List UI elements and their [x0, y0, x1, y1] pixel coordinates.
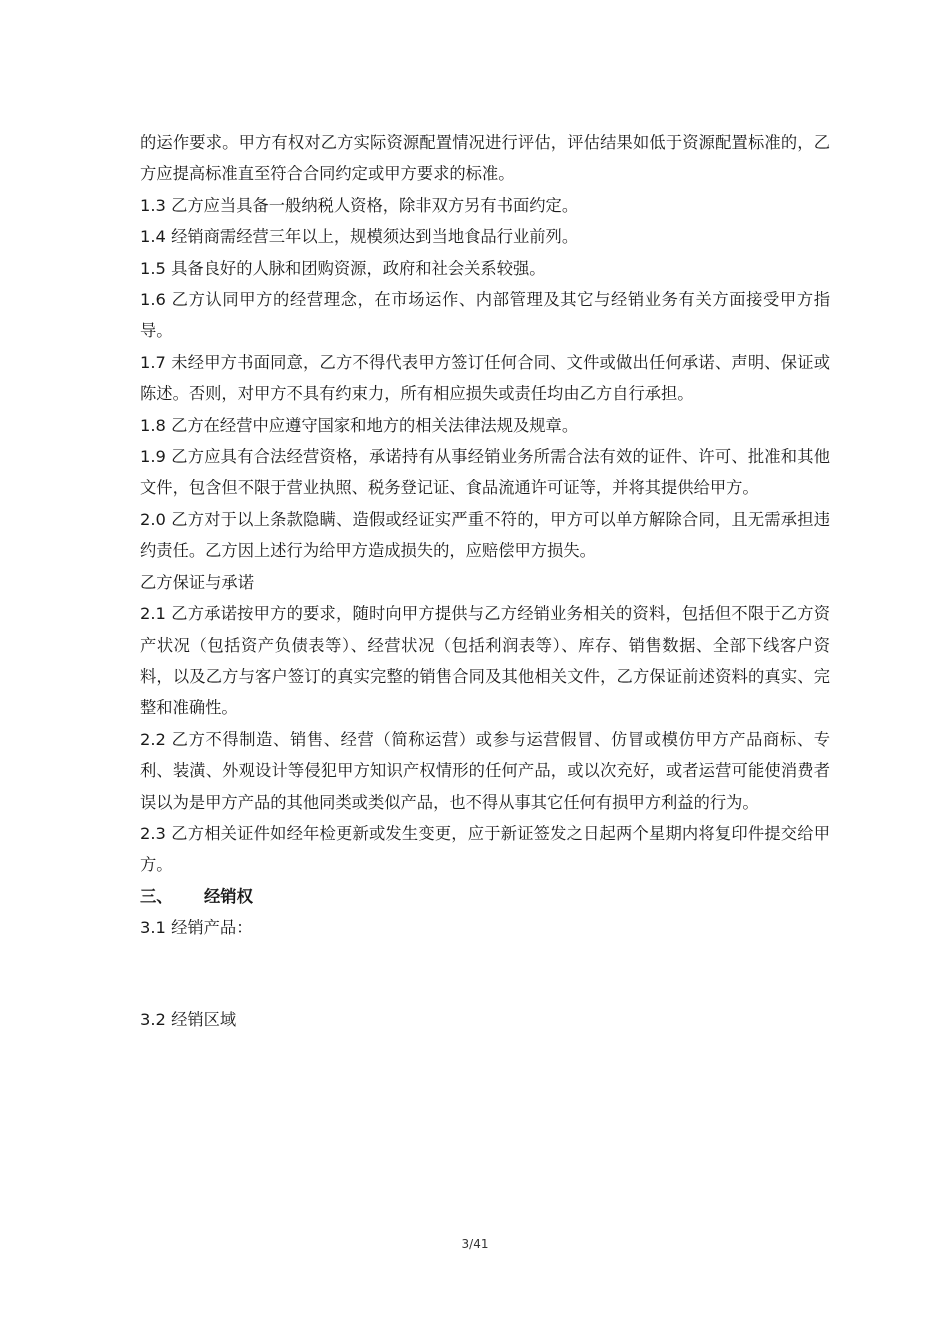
clause-1-6: 1.6 乙方认同甲方的经营理念，在市场运作、内部管理及其它与经销业务有关方面接受甲方指导。: [140, 290, 830, 341]
clause-1-9: 1.9 乙方应具有合法经营资格，承诺持有从事经销业务所需合法有效的证件、许可、批准和其他文件，包含但不限于营业执照、税务登记证、食品流通许可证等，并将其提供给甲方。: [140, 447, 830, 498]
clause-3-2: 3.2 经销区域: [140, 1009, 237, 1029]
paragraph-resource-evaluation: 的运作要求。甲方有权对乙方实际资源配置情况进行评估，评估结果如低于资源配置标准的，乙方应提高标准直至符合合同约定或甲方要求的标准。: [140, 133, 830, 184]
document-body: [140, 127, 830, 1035]
clause-3-1: 3.1 经销产品：: [140, 918, 253, 938]
section-heading-distribution-rights: [140, 881, 830, 912]
section-title: 经销权: [204, 886, 253, 906]
clause-2-0: 2.0 乙方对于以上条款隐瞒、造假或经证实严重不符的，甲方可以单方解除合同，且无需承担违约责任。乙方因上述行为给甲方造成损失的，应赔偿甲方损失。: [140, 509, 830, 561]
clause-1-3: 1.3 乙方应当具备一般纳税人资格，除非双方另有书面约定。: [140, 195, 579, 215]
clause-2-3: 2.3 乙方相关证件如经年检更新或发生变更，应于新证签发之日起两个星期内将复印件提交给甲方。: [140, 823, 830, 875]
clause-1-4: 1.4 经销商需经营三年以上，规模须达到当地食品行业前列。: [140, 227, 579, 247]
clause-1-5: 1.5 具备良好的人脉和团购资源，政府和社会关系较强。: [140, 258, 546, 278]
blank-space: [140, 944, 830, 1004]
clause-2-1: 2.1 乙方承诺按甲方的要求，随时向甲方提供与乙方经销业务相关的资料，包括但不限于乙方资产状况（包括资产负债表等）、经营状况（包括利润表等）、库存、销售数据、全部下线客户资料，以及乙方与客户签订的真实完整的销售合同及其他相关文件，乙方保证前述资料的真实、完整和准确性。: [140, 604, 830, 718]
clause-1-7: 1.7 未经甲方书面同意，乙方不得代表甲方签订任何合同、文件或做出任何承诺、声明、保证或陈述。否则，对甲方不具有约束力，所有相应损失或责任均由乙方自行承担。: [140, 352, 830, 404]
clause-2-2: 2.2 乙方不得制造、销售、经营（简称运营）或参与运营假冒、仿冒或模仿甲方产品商标、专利、装潢、外观设计等侵犯甲方知识产权情形的任何产品，或以次充好，或者运营可能使消费者误以为是甲方产品的其他同类或类似产品，也不得从事其它任何有损甲方利益的行为。: [140, 729, 830, 812]
page-number: 3/41: [461, 1237, 489, 1251]
subheading-guarantee: 乙方保证与承诺: [140, 572, 254, 592]
section-number: 三、: [140, 886, 173, 906]
clause-1-8: 1.8 乙方在经营中应遵守国家和地方的相关法律法规及规章。: [140, 415, 579, 435]
